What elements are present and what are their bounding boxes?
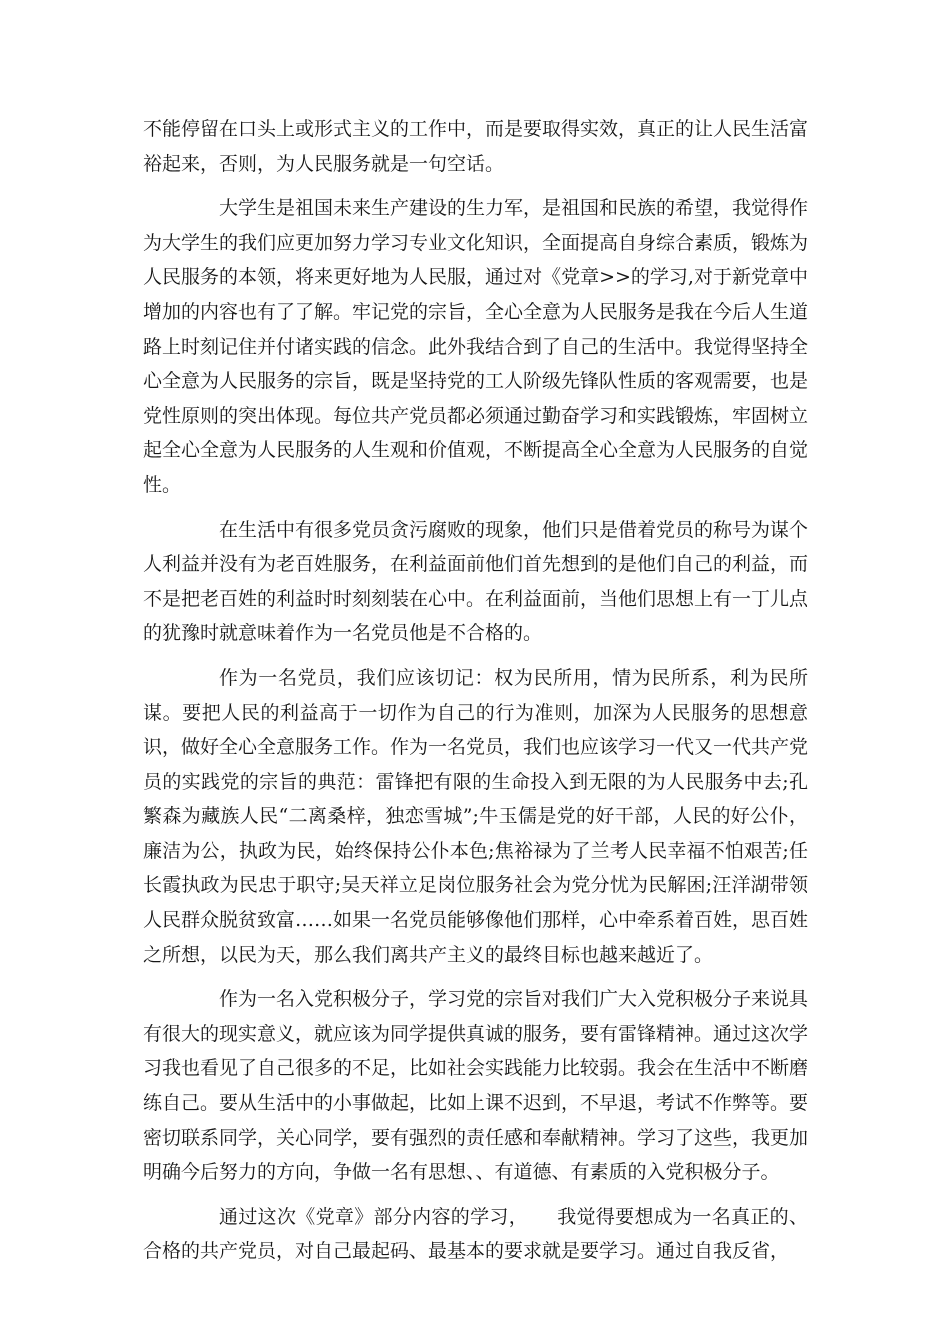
paragraph-6: 通过这次《党章》部分内容的学习， 我觉得要想成为一名真正的、合格的共产党员，对自己最起码、最基本的要求就是要学习。通过自我反省， bbox=[143, 1205, 808, 1263]
paragraph-4: 作为一名党员，我们应该切记：权为民所用，情为民所系，利为民所谋。要把人民的利益高于一切作为自己的行为准则，加深为人民服务的思想意识，做好全心全意服务工作。作为一名党员，我们也应该学习一代又一代共产党员的实践党的宗旨的典范：雷锋把有限的生命投入到无限的为人民服务中去;孔繁森为藏族人民“二离桑梓，独恋雪城”;牛玉儒是党的好干部，人民的好公仆，廉洁为公，执政为民，始终保持公仆本色;焦裕禄为了兰考人民幸福不怕艰苦;任长霞执政为民忠于职守;吴天祥立足岗位服务社会为党分忧为民解困;汪洋湖带领人民群众脱贫致富……如果一名党员能够像他们那样，心中牵系着百姓，思百姓之所想，以民为天，那么我们离共产主义的最终目标也越来越近了。 bbox=[143, 666, 809, 966]
paragraph-2: 大学生是祖国未来生产建设的生力军，是祖国和民族的希望，我觉得作为大学生的我们应更加努力学习专业文化知识，全面提高自身综合素质，锻炼为人民服务的本领，将来更好地为人民服，通过对《党章>>的学习,对于新党章中增加的内容也有了了解。牢记党的宗旨，全心全意为人民服务是我在今后人生道路上时刻记住并付诸实践的信念。此外我结合到了自己的生活中。我觉得坚持全心全意为人民服务的宗旨，既是坚持党的工人阶级先锋队性质的客观需要，也是党性原则的突出体现。每位共产党员都必须通过勤奋学习和实践锻炼，牢固树立起全心全意为人民服务的人生观和价值观，不断提高全心全意为人民服务的自觉性。 bbox=[143, 197, 809, 496]
paragraph-1: 不能停留在口头上或形式主义的工作中，而是要取得实效，真正的让人民生活富裕起来，否则，为人民服务就是一句空话。 bbox=[143, 118, 809, 175]
document-body bbox=[143, 112, 808, 1269]
paragraph-5: 作为一名入党积极分子，学习党的宗旨对我们广大入党积极分子来说具有很大的现实意义，就应该为同学提供真诚的服务，要有雷锋精神。通过这次学习我也看见了自己很多的不足，比如社会实践能力比较弱。我会在生活中不断磨练自己。要从生活中的小事做起，比如上课不迟到，不早退，考试不作弊等。要密切联系同学，关心同学，要有强烈的责任感和奉献精神。学习了这些，我更加明确今后努力的方向，争做一名有思想、、有道德、有素质的入党积极分子。 bbox=[143, 988, 809, 1184]
paragraph-3: 在生活中有很多党员贪污腐败的现象，他们只是借着党员的称号为谋个人利益并没有为老百姓服务，在利益面前他们首先想到的是他们自己的利益，而不是把老百姓的利益时时刻刻装在心中。在利益面前，当他们思想上有一丁儿点的犹豫时就意味着作为一名党员他是不合格的。 bbox=[143, 518, 809, 645]
